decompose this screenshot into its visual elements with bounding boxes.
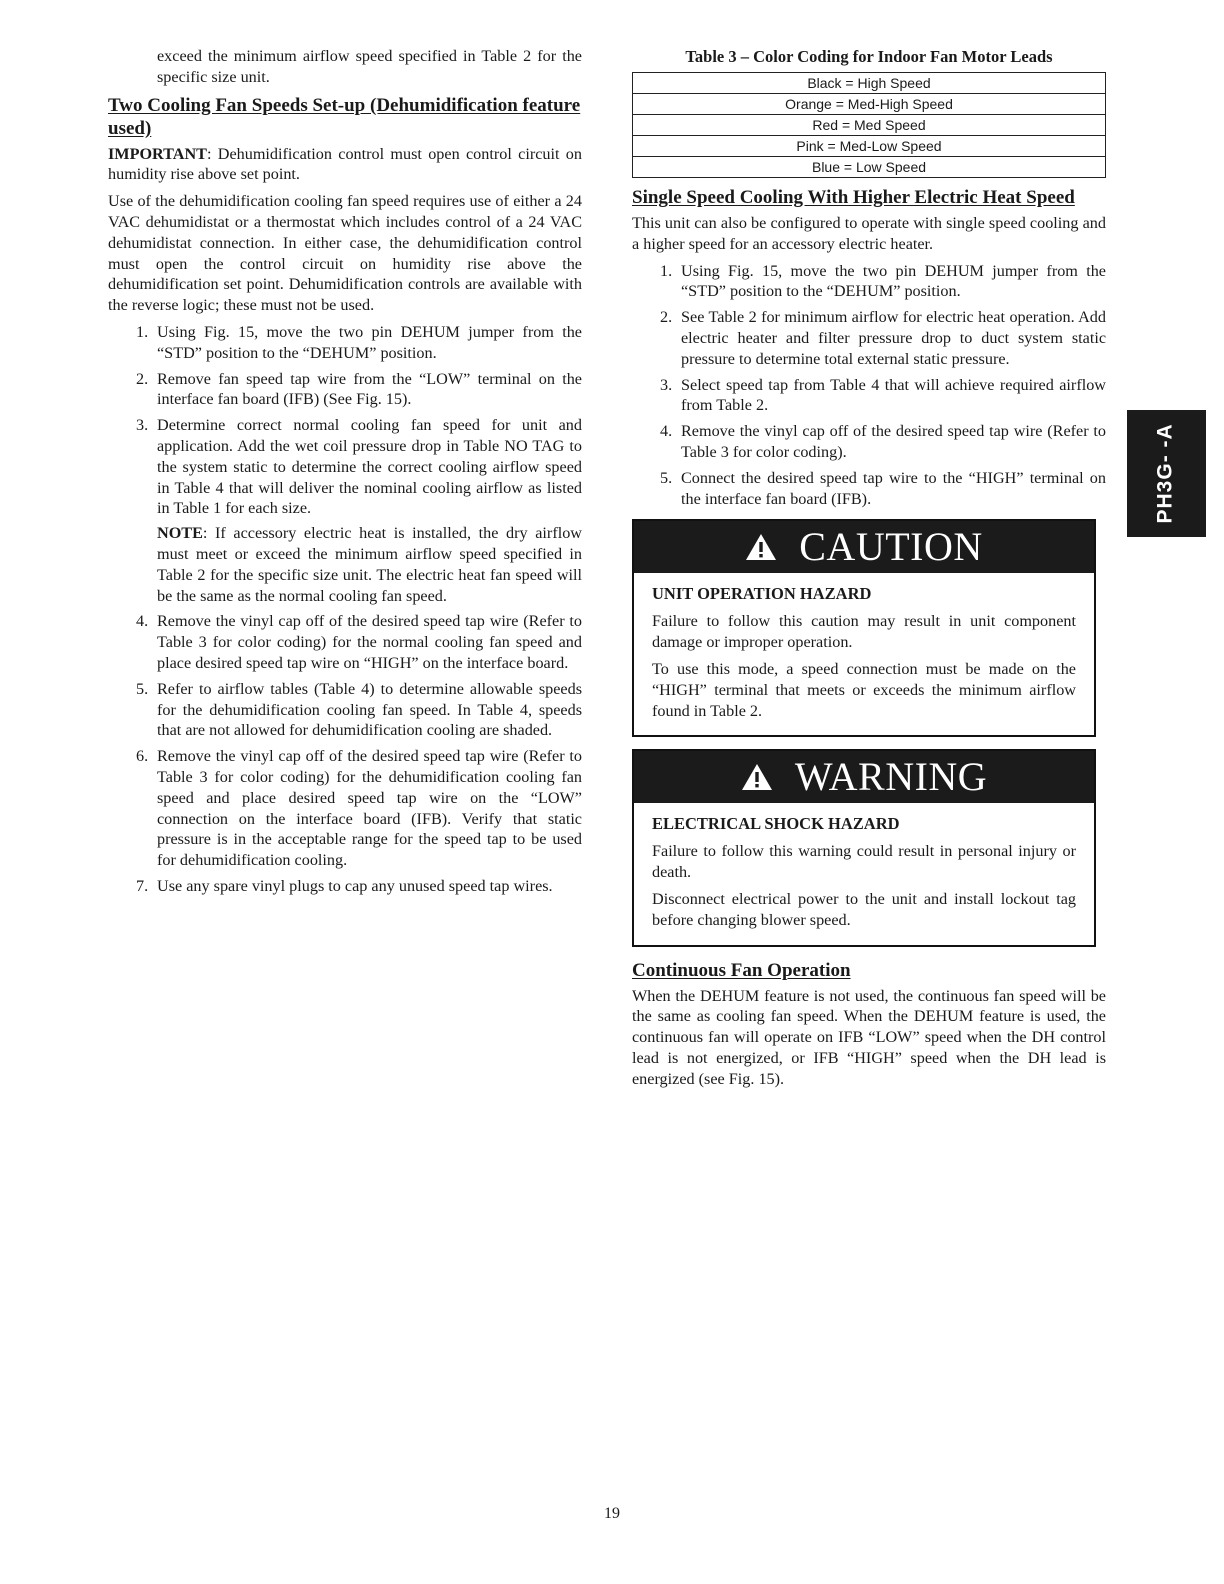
important-label: IMPORTANT: [108, 144, 207, 163]
list-item: [632, 421, 1106, 463]
important-text: : Dehumidification control must open control circuit on humidity rise above set point.: [108, 144, 582, 184]
step-number: 3.: [660, 375, 673, 394]
step-number: 2.: [136, 369, 149, 388]
table-row: [633, 94, 1106, 115]
table-cell: Black = High Speed: [633, 73, 1106, 94]
step-number: 2.: [660, 308, 673, 327]
warning-text-2: Disconnect electrical power to the unit and install lockout tag before changing blower speed.: [652, 889, 1076, 929]
list-item: [108, 611, 582, 673]
side-tab-model: [1127, 410, 1206, 537]
step-number: 7.: [136, 876, 149, 895]
section-heading-single-speed-cooling: Single Speed Cooling With Higher Electric Heat Speed: [632, 187, 1075, 208]
caution-title: UNIT OPERATION HAZARD: [652, 584, 872, 604]
single-speed-steps-list: [632, 261, 1106, 510]
step-text: Remove fan speed tap wire from the “LOW” terminal on the interface fan board (IFB) (See Fig. 15).: [157, 369, 582, 409]
single-speed-body: This unit can also be configured to operate with single speed cooling and a higher speed for an accessory electric heater.: [632, 214, 1106, 253]
caution-box: [632, 519, 1096, 737]
note-label: NOTE: [157, 524, 203, 543]
warning-title: ELECTRICAL SHOCK HAZARD: [652, 814, 900, 834]
list-item: [108, 369, 582, 411]
list-item: [108, 322, 582, 364]
step-text: Using Fig. 15, move the two pin DEHUM jumper from the “STD” position to the “DEHUM” position.: [157, 322, 582, 362]
warning-triangle-icon: [741, 763, 773, 791]
left-column: [108, 46, 582, 902]
step-text: Remove the vinyl cap off of the desired speed tap wire (Refer to Table 3 for color coding) for the dehumidification cooling fan speed and place desired speed tap wire on the “LOW” connection on the interface board (IFB). Verify that static pressure is in the acceptable range for the speed tap to be used for dehumidification cooling.: [157, 747, 582, 870]
page-number: 19: [604, 1505, 620, 1522]
list-item: [108, 876, 582, 897]
step-number: 5.: [660, 468, 673, 487]
step-text: Refer to airflow tables (Table 4) to determine allowable speeds for the dehumidification cooling fan speed. In Table 4, speeds that are not allowed for dehumidification cooling are shaded.: [157, 679, 582, 740]
section-heading-two-cooling-fan-speeds: Two Cooling Fan Speeds Set-up (Dehumidification feature used): [108, 94, 581, 139]
list-item: [632, 375, 1106, 417]
list-item: [108, 679, 582, 741]
step-text: Use any spare vinyl plugs to cap any unused speed tap wires.: [157, 876, 553, 895]
table-cell: Orange = Med-High Speed: [633, 94, 1106, 115]
table-3-title: Table 3 – Color Coding for Indoor Fan Motor Leads: [685, 47, 1053, 66]
continuous-fan-body: When the DEHUM feature is not used, the continuous fan speed will be the same as cooling fan speed. When the DEHUM feature is used, the continuous fan will operate on IFB “LOW” speed when the DH control lead is not energized, or IFB “HIGH” speed when the DH lead is energized (see Fig. 15).: [632, 986, 1106, 1088]
intro-continued: exceed the minimum airflow speed specified in Table 2 for the specific size unit.: [157, 47, 582, 86]
table-row: [633, 136, 1106, 157]
table-cell: Blue = Low Speed: [633, 157, 1106, 178]
warning-header: [634, 751, 1094, 803]
warning-word: WARNING: [794, 754, 988, 800]
caution-body: [634, 573, 1094, 735]
warning-triangle-icon: [745, 533, 777, 561]
step-text: Select speed tap from Table 4 that will achieve required airflow from Table 2.: [681, 375, 1106, 415]
step-text: See Table 2 for minimum airflow for electric heat operation. Add electric heater and filter pressure drop to duct system static pressure to determine total external static pressure.: [681, 308, 1106, 368]
step-text: Remove the vinyl cap off of the desired speed tap wire (Refer to Table 3 for color coding) for the normal cooling fan speed and place desired speed tap wire on “HIGH” on the interface board.: [157, 612, 582, 672]
table-row: [633, 115, 1106, 136]
note-paragraph: [157, 523, 582, 606]
step-text: Using Fig. 15, move the two pin DEHUM jumper from the “STD” position to the “DEHUM” position.: [681, 261, 1106, 301]
warning-body: [634, 803, 1094, 944]
step-text: Connect the desired speed tap wire to the “HIGH” terminal on the interface fan board (IFB).: [681, 468, 1106, 508]
section-heading-continuous-fan: Continuous Fan Operation: [632, 959, 851, 981]
note-text: : If accessory electric heat is installed, the dry airflow must meet or exceed the minimum airflow speed specified in Table 2 for the specific size unit. The electric heat fan speed will be the same as the normal cooling fan speed.: [157, 524, 582, 605]
caution-header: [634, 521, 1094, 573]
step-number: 4.: [136, 612, 149, 631]
step-number: 3.: [136, 416, 149, 435]
step-number: 1.: [136, 322, 149, 341]
dehum-steps-list: [108, 322, 582, 897]
step-number: 4.: [660, 422, 673, 441]
step-number: 6.: [136, 747, 149, 766]
step-text: Determine correct normal cooling fan speed for unit and application. Add the wet coil pressure drop in Table NO TAG to the system static to determine the correct cooling airflow speed in Table 4 that will deliver the nominal cooling airflow as listed in Table 1 for each size.: [157, 416, 582, 518]
caution-word: CAUTION: [799, 524, 983, 570]
dehumidification-body: Use of the dehumidification cooling fan speed requires use of either a 24 VAC dehumidistat or a thermostat which includes control of a 24 VAC dehumidistat connection. In either case, the dehumidification control must open the control circuit on humidity rise above the dehumidification set point. Dehumidification controls are available with the reverse logic; these must not be used.: [108, 192, 582, 315]
list-item: [632, 468, 1106, 510]
table-cell: Pink = Med-Low Speed: [633, 136, 1106, 157]
step-number: 1.: [660, 261, 673, 280]
side-tab-label: PH3G- -A: [1154, 423, 1178, 524]
list-item: [632, 307, 1106, 369]
list-item: [108, 415, 582, 606]
list-item: [632, 261, 1106, 303]
table-row: [633, 157, 1106, 178]
warning-text-1: Failure to follow this warning could result in personal injury or death.: [652, 842, 1076, 882]
caution-text-1: Failure to follow this caution may result in unit component damage or improper operation.: [652, 612, 1076, 652]
color-coding-table: [632, 72, 1106, 178]
caution-text-2: To use this mode, a speed connection must be made on the “HIGH” terminal that meets or exceeds the minimum airflow found in Table 2.: [652, 659, 1076, 720]
table-cell: Red = Med Speed: [633, 115, 1106, 136]
step-number: 5.: [136, 679, 149, 698]
list-item: [108, 746, 582, 871]
step-text: Remove the vinyl cap off of the desired speed tap wire (Refer to Table 3 for color coding).: [681, 422, 1106, 461]
table-row: [633, 73, 1106, 94]
important-paragraph: [108, 144, 582, 186]
warning-box: [632, 749, 1096, 946]
right-column: [632, 46, 1106, 1096]
